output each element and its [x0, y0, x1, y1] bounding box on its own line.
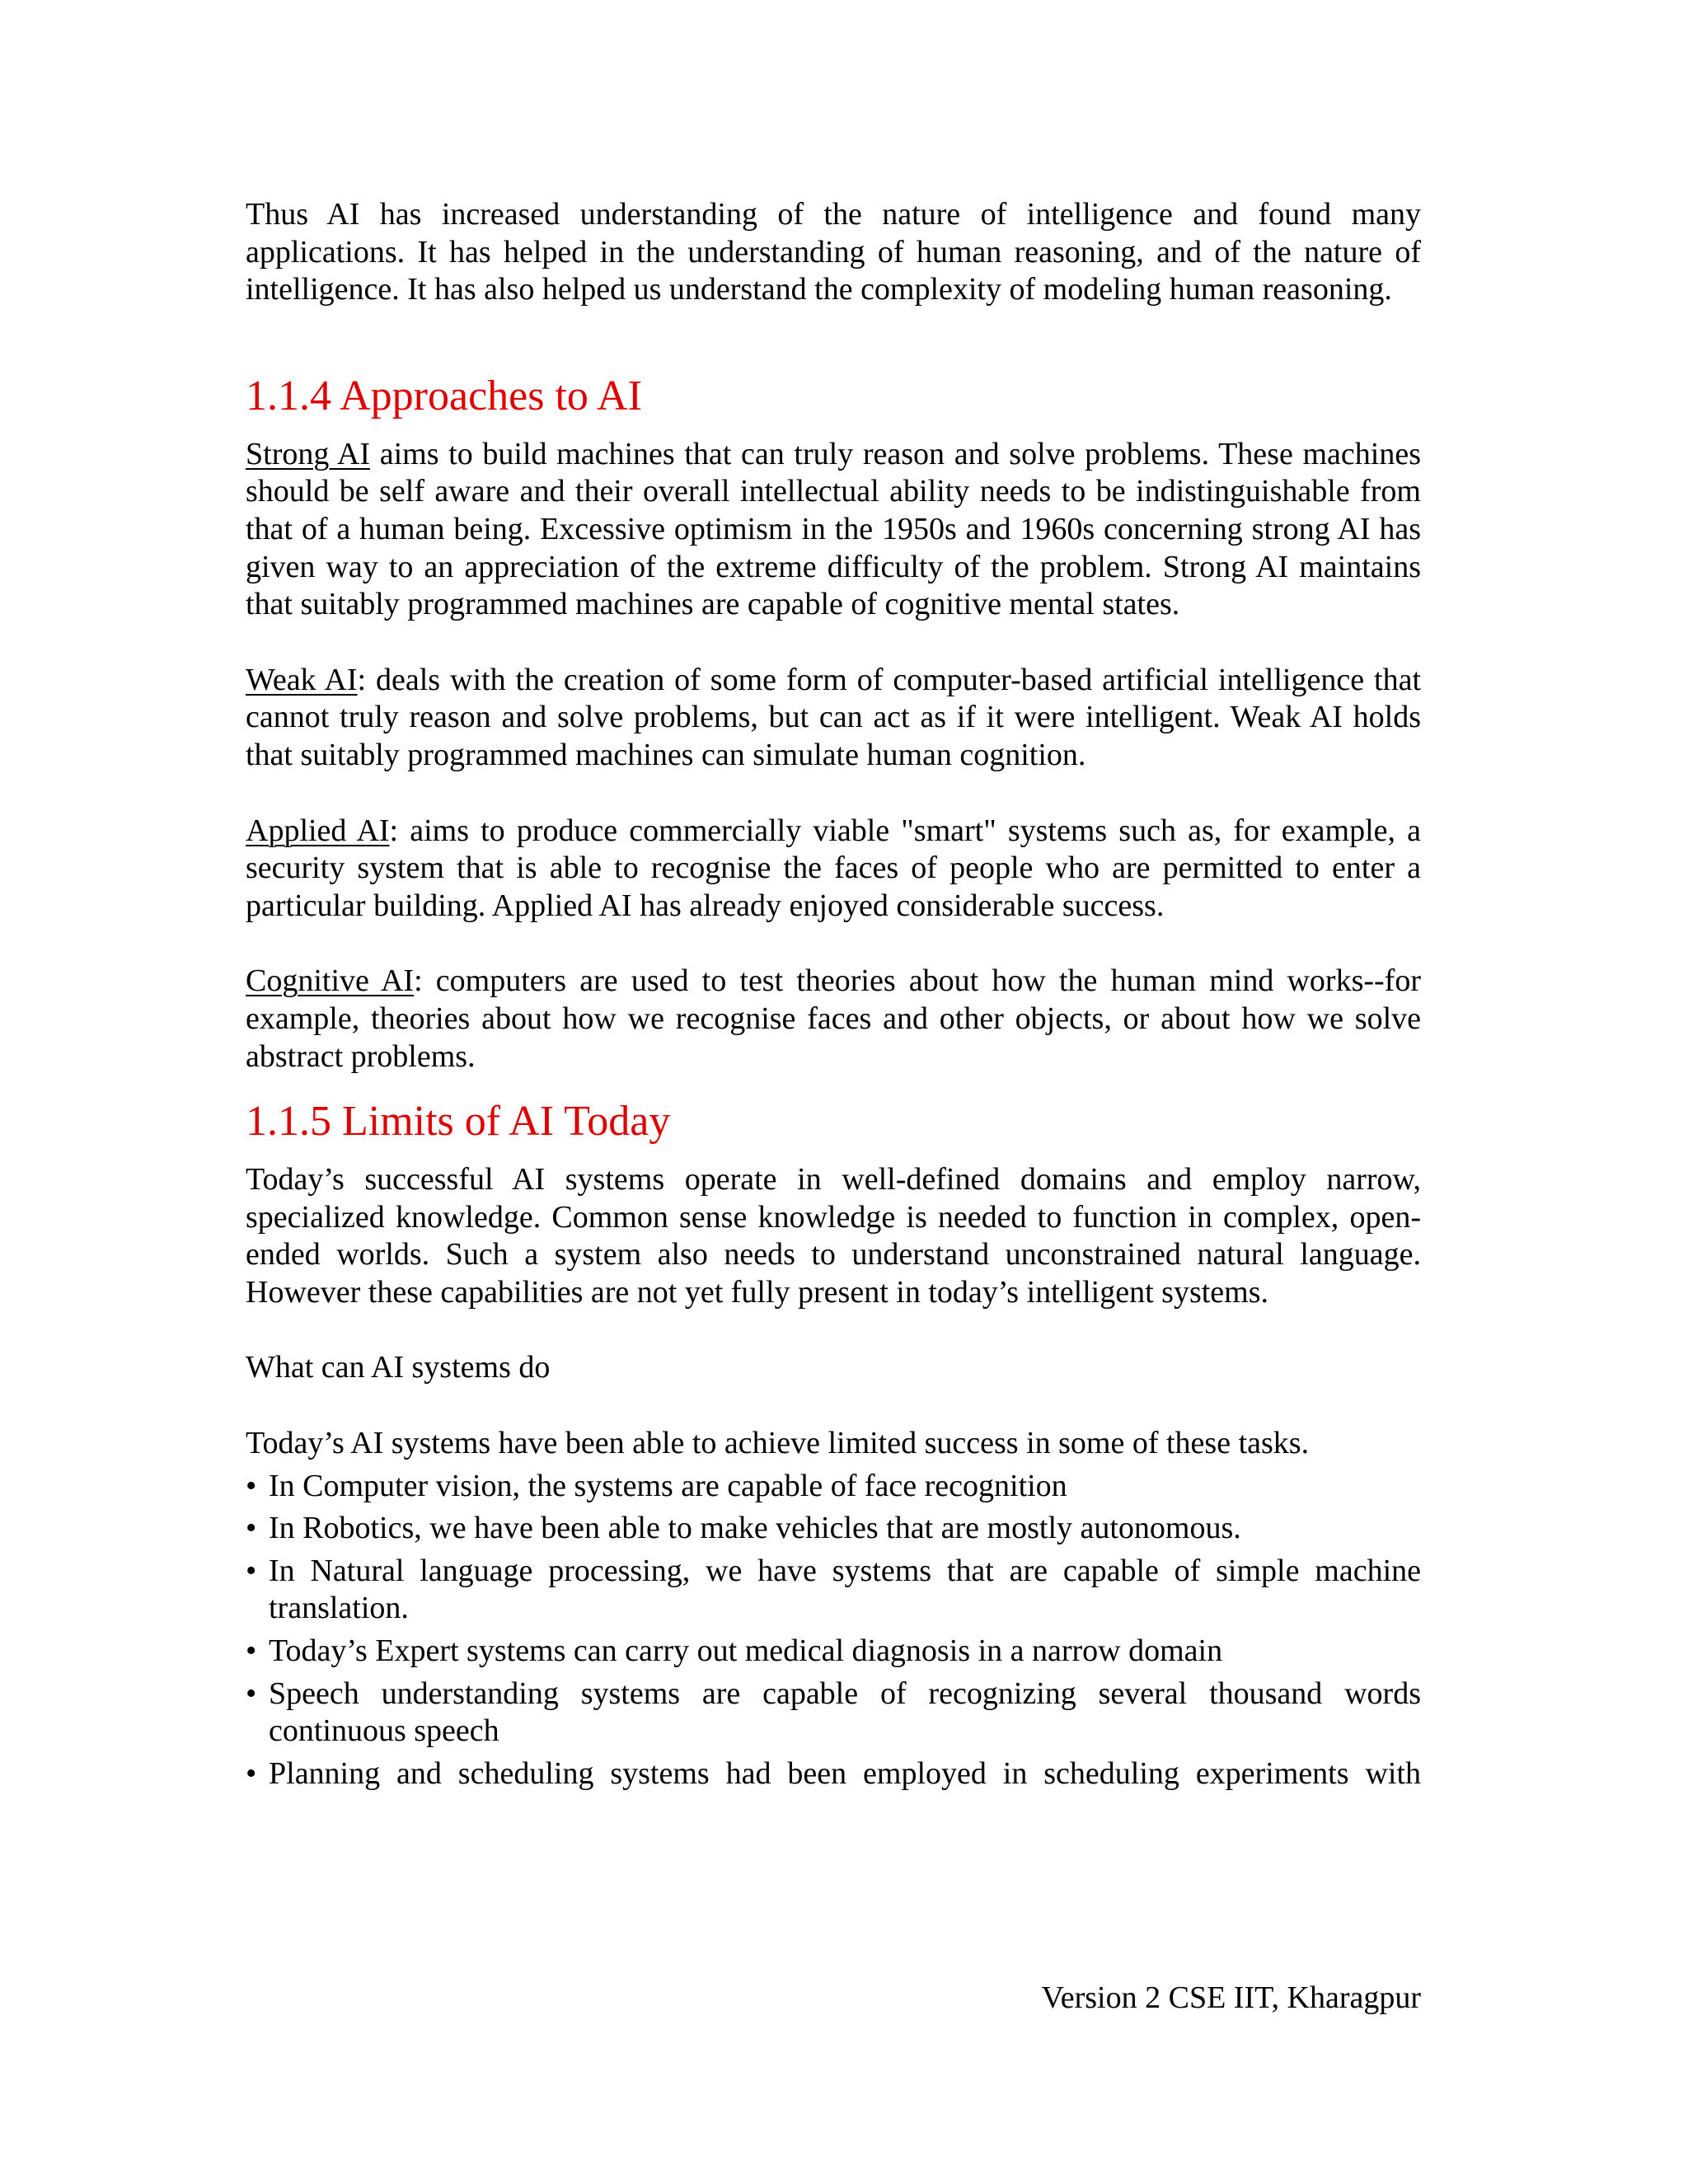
- bullet-icon: •: [246, 1755, 257, 1791]
- list-item: [246, 1675, 1421, 1750]
- bullet-icon: •: [246, 1633, 257, 1669]
- intro-paragraph: Thus AI has increased understanding of the nature of intelligence and found many applications. It has helped in the understanding of human reasoning, and of the nature of intelligence. It has also helped us understand the complexity of modeling human reasoning.: [246, 197, 1421, 307]
- bullet-icon: •: [246, 1675, 257, 1711]
- list-item-text: In Natural language processing, we have systems that are capable of simple machine translation.: [269, 1553, 1421, 1626]
- applied-ai-text: : aims to produce commercially viable "smart" systems such as, for example, a security system that is able to recognise the faces of people who are permitted to enter a particular building. Applied AI has already enjoyed considerable success.: [246, 813, 1421, 923]
- limits-paragraph: Today’s successful AI systems operate in well-defined domains and employ narrow, specialized knowledge. Common sense knowledge is needed to function in complex, open-ended worlds. Such a system also needs to understand unconstrained natural language. However these capabilities are not yet fully present in today’s intelligent systems.: [246, 1162, 1421, 1310]
- list-item: [246, 1468, 1421, 1506]
- weak-ai-term: Weak AI: [246, 662, 358, 697]
- cognitive-ai-paragraph: [246, 963, 1421, 1076]
- bullet-icon: •: [246, 1553, 257, 1588]
- list-item: [246, 1755, 1421, 1793]
- tasks-intro-paragraph: Today’s AI systems have been able to achieve limited success in some of these tasks.: [246, 1426, 1310, 1461]
- cognitive-ai-term: Cognitive AI: [246, 963, 415, 999]
- weak-ai-paragraph: [246, 662, 1421, 775]
- list-item-text: Planning and scheduling systems had been employed in scheduling experiments with: [269, 1755, 1421, 1791]
- cognitive-ai-text: : computers are used to test theories about how the human mind works--for example, theories about how we recognise faces and other objects, or about how we solve abstract problems.: [246, 963, 1421, 1074]
- bullet-icon: •: [246, 1511, 257, 1546]
- bullet-icon: •: [246, 1468, 257, 1503]
- list-item-text: In Robotics, we have been able to make vehicles that are mostly autonomous.: [269, 1511, 1241, 1546]
- heading-limits-of-ai-today: 1.1.5 Limits of AI Today: [246, 1098, 671, 1146]
- list-item-text: Today’s Expert systems can carry out medical diagnosis in a narrow domain: [269, 1633, 1223, 1669]
- strong-ai-paragraph: [246, 436, 1421, 624]
- list-item: [246, 1510, 1421, 1548]
- strong-ai-text: aims to build machines that can truly reason and solve problems. These machines should be self aware and their overall intellectual ability needs to be indistinguishable from that of a human being. Excessive optimism in the 1950s and 1960s concerning strong AI has given way to an appreciation of the extreme difficulty of the problem. Strong AI maintains that suitably programmed machines are capable of cognitive mental states.: [246, 436, 1421, 622]
- list-item: [246, 1633, 1421, 1671]
- strong-ai-term: Strong AI: [246, 436, 371, 471]
- tasks-list: [246, 1468, 1421, 1793]
- list-item: [246, 1553, 1421, 1628]
- what-can-ai-do-subheading: What can AI systems do: [246, 1350, 551, 1385]
- applied-ai-term: Applied AI: [246, 813, 390, 848]
- document-page: [246, 196, 1421, 1797]
- heading-approaches-to-ai: 1.1.4 Approaches to AI: [246, 372, 642, 419]
- applied-ai-paragraph: [246, 813, 1421, 926]
- list-item-text: Speech understanding systems are capable of recognizing several thousand words continuous speech: [269, 1675, 1421, 1749]
- list-item-text: In Computer vision, the systems are capable of face recognition: [269, 1468, 1067, 1503]
- weak-ai-text: : deals with the creation of some form of computer-based artificial intelligence that cannot truly reason and solve problems, but can act as if it were intelligent. Weak AI holds that suitably programmed machines can simulate human cognition.: [246, 662, 1421, 772]
- page-footer: Version 2 CSE IIT, Kharagpur: [1041, 1980, 1421, 2015]
